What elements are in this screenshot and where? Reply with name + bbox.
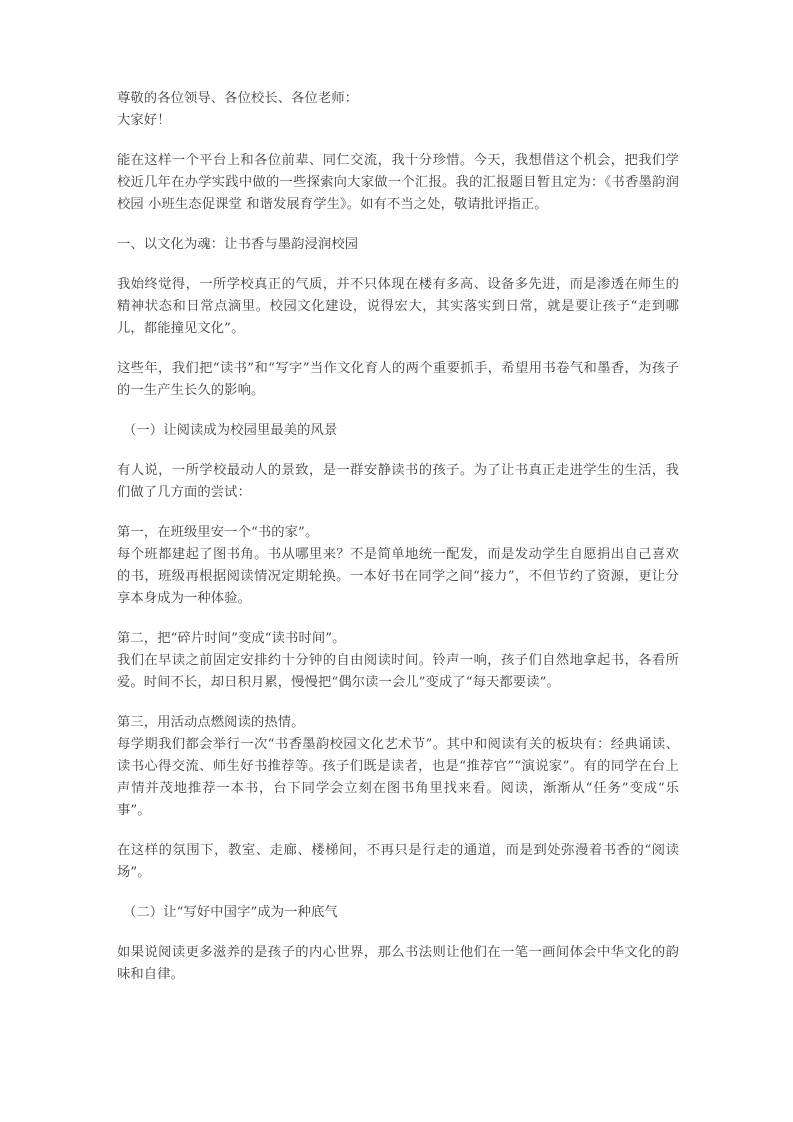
- salutation-block: [117, 88, 679, 132]
- intro-paragraph: 能在这样一个平台上和各位前辈、同仁交流，我十分珍惜。今天，我想借这个机会，把我们学校近几年在办学实践中做的一些探索向大家做一个汇报。我的汇报题目暂且定为：《书香墨韵润校园 小班生态促课堂 和谐发展育学生》。如有不当之处，敬请批评指正。: [117, 153, 679, 212]
- list-item-first-heading: 第一，在班级里安一个“书的家”。: [117, 525, 319, 540]
- list-item-first: [117, 522, 679, 610]
- section-heading-one: 一、以文化为魂：让书香与墨韵浸润校园: [117, 237, 359, 252]
- list-item-third-body: 每学期我们都会举行一次“书香墨韵校园文化艺术节”。其中和阅读有关的板块有：经典诵读、读书心得交流、师生好书推荐等。孩子们既是读者，也是“推荐官”“演说家”。有的同学在台上声情并茂地推荐一本书，台下同学会立刻在图书角里找来看。阅读，渐渐从“任务”变成“乐事”。: [117, 737, 679, 818]
- list-item-second-body: 我们在早读之前固定安排约十分钟的自由阅读时间。铃声一响，孩子们自然地拿起书，各看所爱。时间不长，却日积月累，慢慢把“偶尔读一会儿”变成了“每天都要读”。: [117, 653, 679, 690]
- list-item-first-body: 每个班都建起了图书角。书从哪里来？不是简单地统一配发，而是发动学生自愿捐出自己喜欢的书，班级再根据阅读情况定期轮换。一本好书在同学之间“接力”，不但节约了资源，更让分享本身成为一种体验。: [117, 547, 679, 606]
- subsection-heading-two: （二）让“写好中国字”成为一种底气: [123, 905, 338, 920]
- salutation-line-1: 尊敬的各位领导、各位校长、各位老师：: [117, 91, 359, 106]
- subsection-heading-one: （一）让阅读成为校园里最美的风景: [123, 423, 338, 438]
- paragraph-school-culture: 我始终觉得，一所学校真正的气质，并不只体现在楼有多高、设备多先进，而是渗透在师生的精神状态和日常点滴里。校园文化建设，说得宏大，其实落实到日常，就是要让孩子“走到哪儿，都能撞见文化”。: [117, 277, 679, 336]
- document-text-body: [117, 88, 679, 986]
- paragraph-atmosphere: 在这样的氛围下，教室、走廊、楼梯间，不再只是行走的通道，而是到处弥漫着书香的“阅读场”。: [117, 843, 679, 880]
- paragraph-calligraphy: 如果说阅读更多滋养的是孩子的内心世界，那么书法则让他们在一笔一画间体会中华文化的韵味和自律。: [117, 945, 679, 982]
- salutation-line-2: 大家好！: [117, 113, 171, 128]
- list-item-second-heading: 第二，把“碎片时间”变成“读书时间”。: [117, 631, 346, 646]
- paragraph-reading-writing: 这些年，我们把“读书”和“写字”当作文化育人的两个重要抓手，希望用书卷气和墨香，为孩子的一生产生长久的影响。: [117, 361, 679, 398]
- list-item-third: [117, 712, 679, 822]
- list-item-third-heading: 第三，用活动点燃阅读的热情。: [117, 715, 305, 730]
- paragraph-someone-said: 有人说，一所学校最动人的景致，是一群安静读书的孩子。为了让书真正走进学生的生活，我们做了几方面的尝试：: [117, 463, 679, 500]
- list-item-second: [117, 628, 679, 694]
